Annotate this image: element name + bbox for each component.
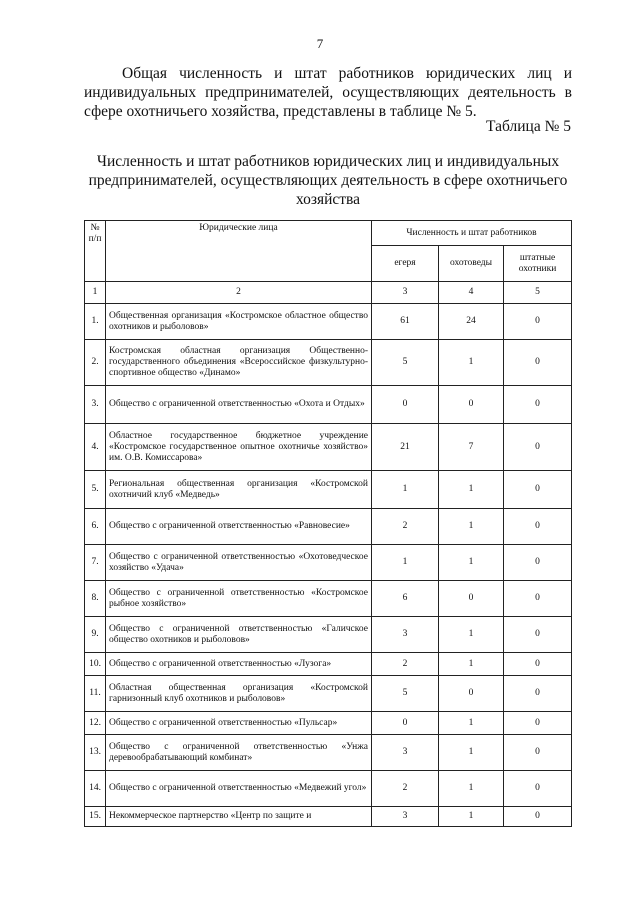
entity-name: Общество с ограниченной ответственностью «Охота и Отдых» — [106, 386, 372, 424]
rangers-count: 0 — [372, 712, 439, 735]
rangers-count: 21 — [372, 424, 439, 471]
table-row — [85, 676, 572, 712]
game-managers-count: 0 — [439, 386, 504, 424]
row-number: 12. — [85, 712, 106, 735]
index-cell: 4 — [439, 282, 504, 304]
row-number: 2. — [85, 340, 106, 386]
staff-hunters-count: 0 — [504, 340, 572, 386]
page-number: 7 — [316, 36, 324, 51]
game-managers-count: 1 — [439, 617, 504, 653]
game-managers-count: 1 — [439, 653, 504, 676]
header-num: № п/п — [85, 221, 106, 282]
entity-name: Региональная общественная организация «Костромской охотничий клуб «Медведь» — [106, 471, 372, 509]
row-number: 14. — [85, 771, 106, 807]
staff-hunters-count: 0 — [504, 653, 572, 676]
row-number: 3. — [85, 386, 106, 424]
table-row — [85, 712, 572, 735]
game-managers-count: 1 — [439, 509, 504, 545]
staff-table — [84, 220, 572, 827]
rangers-count: 3 — [372, 617, 439, 653]
staff-hunters-count: 0 — [504, 386, 572, 424]
rangers-count: 3 — [372, 807, 439, 827]
table-row — [85, 735, 572, 771]
table-row — [85, 304, 572, 340]
staff-hunters-count: 0 — [504, 545, 572, 581]
game-managers-count: 1 — [439, 771, 504, 807]
table-row — [85, 807, 572, 827]
rangers-count: 61 — [372, 304, 439, 340]
table-row — [85, 340, 572, 386]
entity-name: Общество с ограниченной ответственностью «Медвежий угол» — [106, 771, 372, 807]
game-managers-count: 1 — [439, 807, 504, 827]
header-staff-hunters: штатные охотники — [504, 246, 572, 282]
row-number: 15. — [85, 807, 106, 827]
table-row — [85, 545, 572, 581]
rangers-count: 6 — [372, 581, 439, 617]
row-number: 5. — [85, 471, 106, 509]
staff-hunters-count: 0 — [504, 304, 572, 340]
row-number: 8. — [85, 581, 106, 617]
table-row — [85, 617, 572, 653]
table-row — [85, 471, 572, 509]
game-managers-count: 1 — [439, 340, 504, 386]
header-group: Численность и штат работников — [372, 221, 572, 246]
entity-name: Некоммерческое партнерство «Центр по защите и — [106, 807, 372, 827]
entity-name: Общество с ограниченной ответственностью «Галичское общество охотников и рыболовов» — [106, 617, 372, 653]
staff-hunters-count: 0 — [504, 771, 572, 807]
staff-hunters-count: 0 — [504, 735, 572, 771]
entity-name: Общество с ограниченной ответственностью «Унжа деревообрабатывающий комбинат» — [106, 735, 372, 771]
row-number: 11. — [85, 676, 106, 712]
staff-hunters-count: 0 — [504, 676, 572, 712]
row-number: 13. — [85, 735, 106, 771]
row-number: 7. — [85, 545, 106, 581]
game-managers-count: 1 — [439, 471, 504, 509]
staff-hunters-count: 0 — [504, 617, 572, 653]
row-number: 1. — [85, 304, 106, 340]
game-managers-count: 0 — [439, 581, 504, 617]
game-managers-count: 1 — [439, 735, 504, 771]
staff-hunters-count: 0 — [504, 509, 572, 545]
game-managers-count: 0 — [439, 676, 504, 712]
rangers-count: 0 — [372, 386, 439, 424]
row-number: 10. — [85, 653, 106, 676]
game-managers-count: 7 — [439, 424, 504, 471]
staff-hunters-count: 0 — [504, 807, 572, 827]
index-cell: 2 — [106, 282, 372, 304]
header-name: Юридические лица — [106, 221, 372, 282]
rangers-count: 1 — [372, 471, 439, 509]
entity-name: Общество с ограниченной ответственностью «Пульсар» — [106, 712, 372, 735]
index-cell: 5 — [504, 282, 572, 304]
header-rangers: егеря — [372, 246, 439, 282]
rangers-count: 1 — [372, 545, 439, 581]
intro-paragraph: Общая численность и штат работников юридических лиц и индивидуальных предпринимателей, осуществляющих деятельность в сфере охотничьего хозяйства, представлены в таблице № 5. — [84, 65, 572, 120]
entity-name: Общество с ограниченной ответственностью «Охотоведческое хозяйство «Удача» — [106, 545, 372, 581]
table-row — [85, 424, 572, 471]
entity-name: Областное государственное бюджетное учреждение «Костромское государственное опытное охотничье хозяйство» им. О.В. Комиссарова» — [106, 424, 372, 471]
entity-name: Общественная организация «Костромское областное общество охотников и рыболовов» — [106, 304, 372, 340]
staff-hunters-count: 0 — [504, 424, 572, 471]
entity-name: Общество с ограниченной ответственностью «Равновесие» — [106, 509, 372, 545]
table-row — [85, 653, 572, 676]
table-label: Таблица № 5 — [486, 118, 571, 135]
table-row — [85, 386, 572, 424]
rangers-count: 5 — [372, 676, 439, 712]
header-game-managers: охотоведы — [439, 246, 504, 282]
staff-hunters-count: 0 — [504, 712, 572, 735]
row-number: 9. — [85, 617, 106, 653]
index-cell: 1 — [85, 282, 106, 304]
table-row — [85, 509, 572, 545]
rangers-count: 2 — [372, 771, 439, 807]
entity-name: Общество с ограниченной ответственностью «Костромское рыбное хозяйство» — [106, 581, 372, 617]
rangers-count: 2 — [372, 653, 439, 676]
table-row — [85, 771, 572, 807]
row-number: 6. — [85, 509, 106, 545]
staff-hunters-count: 0 — [504, 471, 572, 509]
rangers-count: 3 — [372, 735, 439, 771]
row-number: 4. — [85, 424, 106, 471]
game-managers-count: 1 — [439, 545, 504, 581]
index-cell: 3 — [372, 282, 439, 304]
table-title: Численность и штат работников юридических лиц и индивидуальных предпринимателей, осуществляющих деятельность в сфере охотничьего хозяйства — [88, 153, 568, 208]
rangers-count: 2 — [372, 509, 439, 545]
table-row — [85, 581, 572, 617]
entity-name: Костромская областная организация Общественно-государственного объединения «Всероссийское физкультурно-спортивное общество «Динамо» — [106, 340, 372, 386]
staff-hunters-count: 0 — [504, 581, 572, 617]
game-managers-count: 1 — [439, 712, 504, 735]
entity-name: Общество с ограниченной ответственностью «Лузога» — [106, 653, 372, 676]
game-managers-count: 24 — [439, 304, 504, 340]
rangers-count: 5 — [372, 340, 439, 386]
entity-name: Областная общественная организация «Костромской гарнизонный клуб охотников и рыболовов» — [106, 676, 372, 712]
